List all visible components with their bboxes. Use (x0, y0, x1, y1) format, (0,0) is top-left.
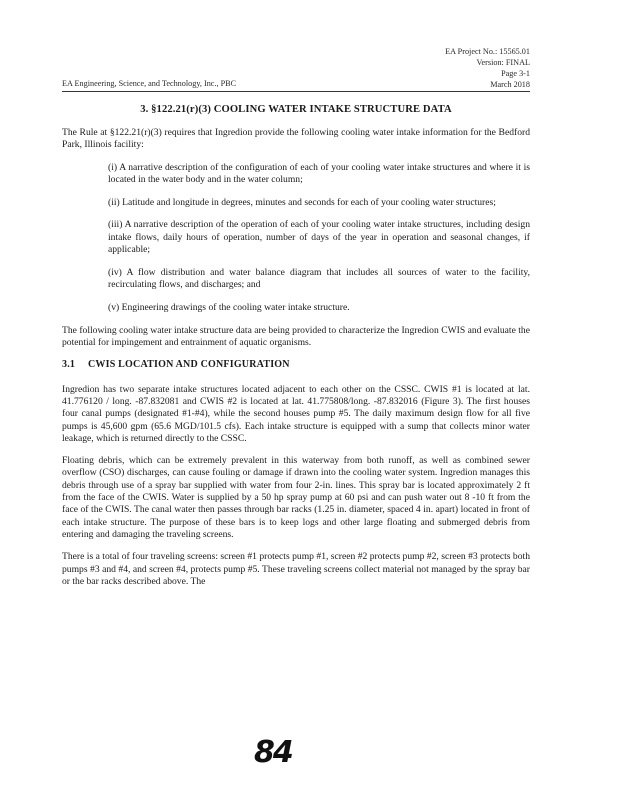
document-body (62, 127, 530, 598)
debris-paragraph: Floating debris, which can be extremely prevalent in this waterway from both runoff, as well as combined sewer overflow (CSO) discharges, can cause fouling or damage if drawn into the cooling water system. Ingredion manages this debris through use of a spray bar supplied with water from four 2-in. lines. This spray bar is located approximately 2 ft from the face of the CWIS. Water is supplied by a 50 hp spray pump at 60 psi and can push water out 8 -10 ft from the face of the CWIS. The canal water then passes through bar racks (1.25 in. diameter, spaced 4 in. apart) located in front of each intake structure. The purpose of these bars is to keep logs and other large floating and submerged debris from entering and damaging the traveling screens. (62, 455, 530, 540)
intro-paragraph: The Rule at §122.21(r)(3) requires that Ingredion provide the following cooling water intake information for the Bedford Park, Illinois facility: (62, 127, 530, 151)
screens-paragraph: There is a total of four traveling screens: screen #1 protects pump #1, screen #2 protects pump #2, screen #3 protects both pumps #3 and #4, and screen #4, protects pump #5. These traveling screens collect material not managed by the spray bar or the bar racks described above. The (62, 551, 530, 587)
subsection-title: CWIS LOCATION AND CONFIGURATION (88, 359, 290, 371)
document-date: March 2018 (490, 80, 530, 89)
handwritten-page-stamp: 84 (254, 735, 292, 770)
document-header-block (330, 46, 530, 90)
requirement-item-ii: (ii) Latitude and longitude in degrees, minutes and seconds for each of your cooling water structures; (108, 196, 496, 208)
section-title: 3. §122.21(r)(3) COOLING WATER INTAKE STRUCTURE DATA (140, 104, 452, 115)
requirement-item-iv: (iv) A flow distribution and water balance diagram that includes all sources of water to the facility, recirculating flows, and discharges; and (108, 266, 530, 291)
company-name: EA Engineering, Science, and Technology, Inc., PBC (62, 79, 237, 88)
header-divider (62, 91, 530, 92)
requirement-item-i: (i) A narrative description of the configuration of each of your cooling water intake structures and where it is located in the water body and in the water column; (108, 161, 530, 185)
page-number: Page 3-1 (501, 69, 530, 78)
subsection-number: 3.1 (62, 359, 76, 371)
requirement-item-v: (v) Engineering drawings of the cooling water intake structure. (108, 301, 350, 313)
summary-paragraph: The following cooling water intake structure data are being provided to characterize the Ingredion CWIS and evaluate the potential for impingement and entrainment of aquatic organisms. (62, 324, 530, 349)
project-number: EA Project No.: 15565.01 (445, 47, 530, 56)
requirement-item-iii: (iii) A narrative description of the operation of each of your cooling water intake structures, including design intake flows, daily hours of operation, number of days of the year in operation and seasonal changes, if applicable; (108, 219, 530, 256)
location-paragraph: Ingredion has two separate intake structures located adjacent to each other on the CSSC. CWIS #1 is located at lat. 41.776120 / long. -87.832081 and CWIS #2 is located at lat. 41.775808/long. -87.832016 (Figure 3). The first houses four canal pumps (designated #1-#4), while the second houses pump #5. The daily maximum design flow for all five pumps is 45,600 gpm (65.6 MGD/101.5 cfs). Each intake structure is equipped with a sump that collects minor water leakage, which is returned directly to the CSSC. (62, 383, 530, 444)
subsection-heading (62, 359, 530, 371)
version-label: Version: FINAL (476, 58, 530, 67)
